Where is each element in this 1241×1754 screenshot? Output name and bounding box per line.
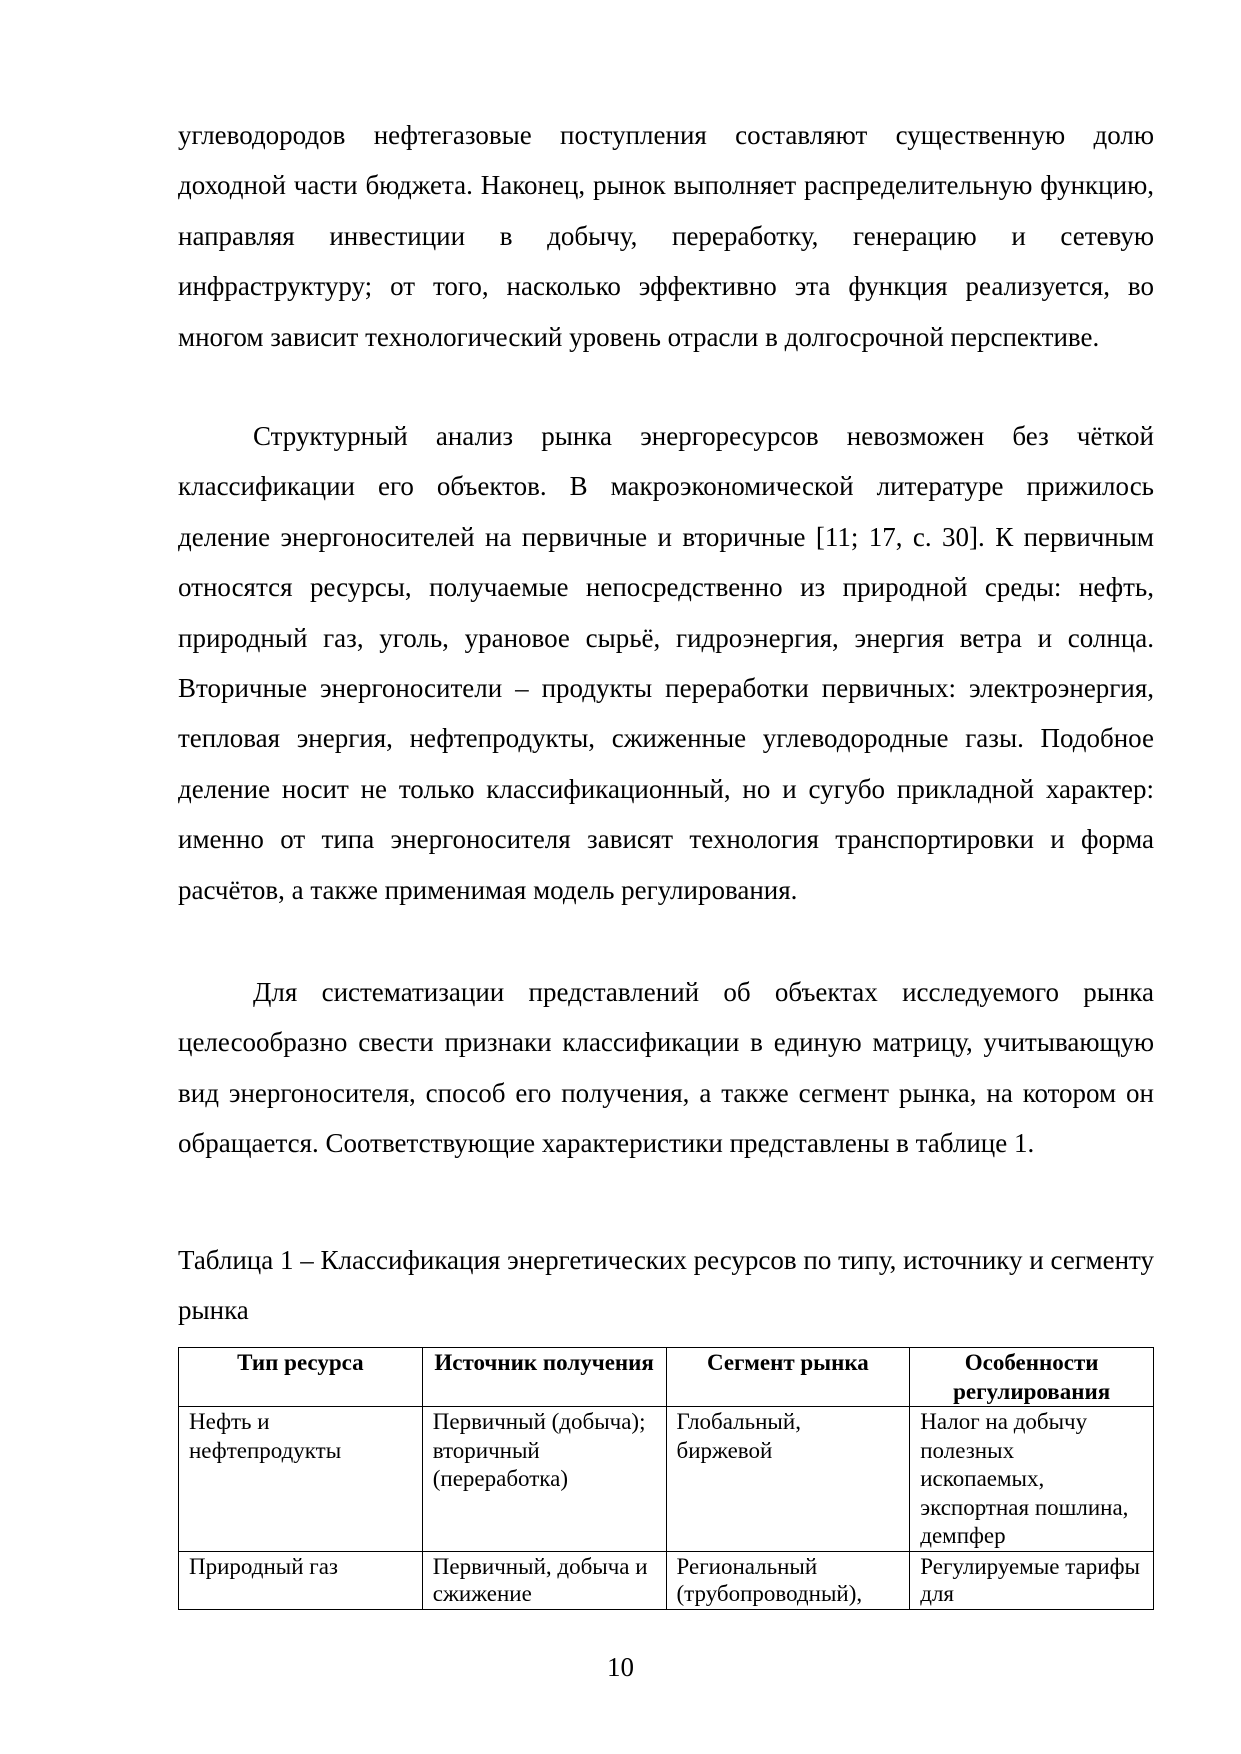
- column-header-market-segment: Сегмент рынка: [666, 1348, 910, 1407]
- table-cell: Первичный (добыча); вторичный (переработка): [422, 1407, 666, 1552]
- paragraph-systematization: [178, 967, 1154, 1169]
- table-cell: Природный газ: [179, 1552, 423, 1610]
- column-header-regulation: Особенности регулирования: [910, 1348, 1154, 1407]
- paragraph-text: Структурный анализ рынка энергоресурсов невозможен без чёткой классификации его объектов. В макроэкономической литературе прижилось деление энергоносителей на первичные и вторичные [11; 17, с. 30]. К первичным относятся ресурсы, получаемые непосредственно из природной среды: нефть, природный газ, уголь, урановое сырьё, гидроэнергия, энергия ветра и солнца. Вторичные энергоносители – продукты переработки первичных: электроэнергия, тепловая энергия, нефтепродукты, сжиженные углеводородные газы. Подобное деление носит не только классификационный, но и сугубо прикладной характер: именно от типа энергоносителя зависят технология транспортировки и форма расчётов, а также применимая модель регулирования.: [178, 421, 1154, 905]
- page-number: 10: [607, 1652, 634, 1682]
- paragraph-text: углеводородов нефтегазовые поступления составляют существенную долю доходной части бюджета. Наконец, рынок выполняет распределительную функцию, направляя инвестиции в добычу, переработку, генерацию и сетевую инфраструктуру; от того, насколько эффективно эта функция реализуется, во многом зависит технологический уровень отрасли в долгосрочной перспективе.: [178, 120, 1154, 352]
- table-cell: Нефть и нефтепродукты: [179, 1407, 423, 1552]
- table-row: [179, 1407, 1154, 1552]
- table-header-row: [179, 1348, 1154, 1407]
- column-header-resource-type: Тип ресурса: [179, 1348, 423, 1407]
- table-cell: Первичный, добыча и сжижение: [422, 1552, 666, 1610]
- table-cell: Глобальный, биржевой: [666, 1407, 910, 1552]
- table-caption: [178, 1235, 1154, 1336]
- classification-table: [178, 1347, 1154, 1610]
- paragraph-classification: [178, 411, 1154, 915]
- paragraph-text: Для систематизации представлений об объектах исследуемого рынка целесообразно свести признаки классификации в единую матрицу, учитывающую вид энергоносителя, способ его получения, а также сегмент рынка, на котором он обращается. Соответствующие характеристики представлены в таблице 1.: [178, 977, 1154, 1159]
- column-header-source: Источник получения: [422, 1348, 666, 1407]
- paragraph-continuation: [178, 110, 1154, 362]
- table-row: [179, 1552, 1154, 1610]
- table-cell: Налог на добычу полезных ископаемых, экспортная пошлина, демпфер: [910, 1407, 1154, 1552]
- table-cell: Региональный (трубопроводный),: [666, 1552, 910, 1610]
- table-cell: Регулируемые тарифы для: [910, 1552, 1154, 1610]
- table-caption-text: Таблица 1 – Классификация энергетических ресурсов по типу, источнику и сегменту рынка: [178, 1245, 1154, 1326]
